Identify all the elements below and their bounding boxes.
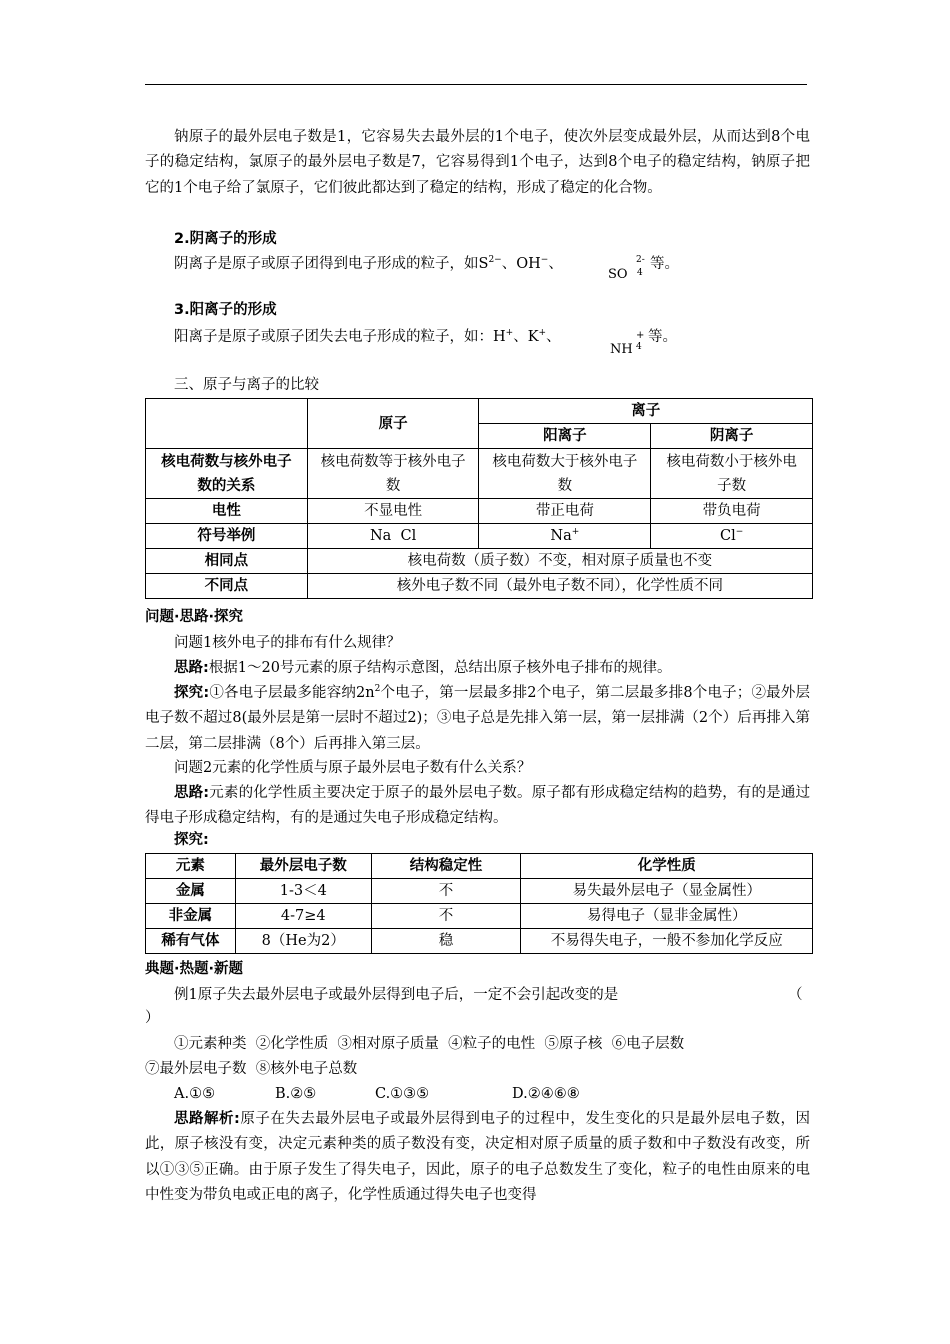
table-row: 稀有气体 8（He为2） 稳 不易得失电子，一般不参加化学反应 xyxy=(146,929,813,954)
anion-symbol: Cl− xyxy=(651,524,813,549)
table-row: 核电荷数与核外电子数的关系 核电荷数等于核外电子数 核电荷数大于核外电子数 核电荷数小于核外电子数 xyxy=(146,449,813,499)
table-row xyxy=(146,399,813,424)
choice-d: D.②④⑥⑧ xyxy=(512,1086,580,1102)
row-label: 核电荷数与核外电子数的关系 xyxy=(146,449,308,499)
so4-charge: 2- xyxy=(636,255,645,265)
options-line-1: ①元素种类 ②化学性质 ③相对原子质量 ④粒子的电性 ⑤原子核 ⑥电子层数 xyxy=(174,1036,685,1052)
so4-formula: SO xyxy=(608,267,628,282)
row-label: 相同点 xyxy=(146,549,308,574)
choice-a: A.①⑤ xyxy=(174,1086,216,1102)
table-row: 符号举例 Na Cl Na+ Cl− xyxy=(146,524,813,549)
anion-heading: 2.阴离子的形成 xyxy=(174,231,277,247)
comparison-table xyxy=(145,398,813,599)
question-1: 问题1核外电子的排布有什么规律？ xyxy=(174,635,401,651)
section-heading-questions: 问题·思路·探究 xyxy=(145,609,244,625)
anion-text: 阴离子是原子或原子团得到电子形成的粒子，如$S^{2-}$、OH−、 xyxy=(174,255,563,272)
cation-text: 阳离子是原子或原子团失去电子形成的粒子，如：H+、K+、 xyxy=(174,328,561,345)
nh4-subscript: 4 xyxy=(636,342,642,352)
nh4-formula: NH xyxy=(610,342,633,357)
table-row: 相同点 核电荷数（质子数）不变，相对原子质量也不变 xyxy=(146,549,813,574)
row-label: 不同点 xyxy=(146,574,308,599)
col-ion: 离子 xyxy=(479,399,813,424)
nh4-charge: + xyxy=(636,330,645,341)
paren-open: （ xyxy=(788,987,803,1003)
col-cation: 阳离子 xyxy=(479,424,651,449)
section-heading-examples: 典题·热题·新题 xyxy=(145,961,244,977)
col-anion: 阴离子 xyxy=(651,424,813,449)
so4-subscript: 4 xyxy=(637,268,643,278)
cation-tail: 等。 xyxy=(648,329,677,345)
question-2-explore-label: 探究: xyxy=(174,832,209,848)
table-row: 非金属 4-7≥4 不 易得电子（显非金属性） xyxy=(146,904,813,929)
header-rule xyxy=(145,84,807,85)
choice-b: B.②⑤ xyxy=(275,1086,317,1102)
col-atom: 原子 xyxy=(307,399,479,449)
question-2: 问题2元素的化学性质与原子最外层电子数有什么关系？ xyxy=(174,760,532,776)
element-table xyxy=(145,853,813,954)
question-1-think: 思路:根据1～20号元素的原子结构示意图，总结出原子核外电子排布的规律。 xyxy=(174,660,672,676)
cation-symbol: Na+ xyxy=(479,524,651,549)
row-label: 电性 xyxy=(146,499,308,524)
cation-heading: 3.阳离子的形成 xyxy=(174,302,277,318)
table-row: 元素 最外层电子数 结构稳定性 化学性质 xyxy=(146,854,813,879)
blank-cell xyxy=(146,399,308,449)
paren-close: ） xyxy=(145,1010,160,1026)
options-line-2: ⑦最外层电子数 ⑧核外电子总数 xyxy=(145,1061,358,1077)
intro-paragraph: 钠原子的最外层电子数是1，它容易失去最外层的1个电子，使次外层变成最外层，从而达到8个电子的稳定结构，氯原子的最外层电子数是7，它容易得到1个电子，达到8个电子的稳定结构，钠原子把它的1个电子给了氯原子，它们彼此都达到了稳定的结构，形成了稳定的化合物。 xyxy=(145,129,810,196)
question-1-explore: 探究:①各电子层最多能容纳$2n^2$个电子，第一层最多排2个电子，第二层最多排8个电子；②最外层电子数不超过8(最外层是第一层时不超过2)；③电子总是先排入第一层，第一层排满（2个）后再排入第二层，第二层排满（8个）后再排入第三层。 xyxy=(145,684,810,752)
example-1: 例1原子失去最外层电子或最外层得到电子后，一定不会引起改变的是 xyxy=(174,987,619,1003)
table-row: 金属 1-3＜4 不 易失最外层电子（显金属性） xyxy=(146,879,813,904)
question-2-think: 思路:元素的化学性质主要决定于原子的最外层电子数。原子都有形成稳定结构的趋势，有的是通过得电子形成稳定结构，有的是通过失电子形成稳定结构。 xyxy=(145,785,810,827)
row-label: 符号举例 xyxy=(146,524,308,549)
comparison-heading: 三、原子与离子的比较 xyxy=(174,377,319,393)
table-row: 电性 不显电性 带正电荷 带负电荷 xyxy=(146,499,813,524)
table-row: 不同点 核外电子数不同（最外电子数不同），化学性质不同 xyxy=(146,574,813,599)
choice-c: C.①③⑤ xyxy=(375,1086,430,1102)
analysis-paragraph: 思路解析:原子在失去最外层电子或最外层得到电子的过程中，发生变化的只是最外层电子数，因此，原子核没有变，决定元素种类的质子数没有变，决定相对原子质量的质子数和中子数没有改变，所以①③⑤正确。由于原子发生了得失电子，因此，原子的电子总数发生了变化，粒子的电性由原来的电中性变为带负电或正电的离子，化学性质通过得失电子也变得 xyxy=(145,1111,810,1203)
anion-tail: 等。 xyxy=(650,256,679,272)
